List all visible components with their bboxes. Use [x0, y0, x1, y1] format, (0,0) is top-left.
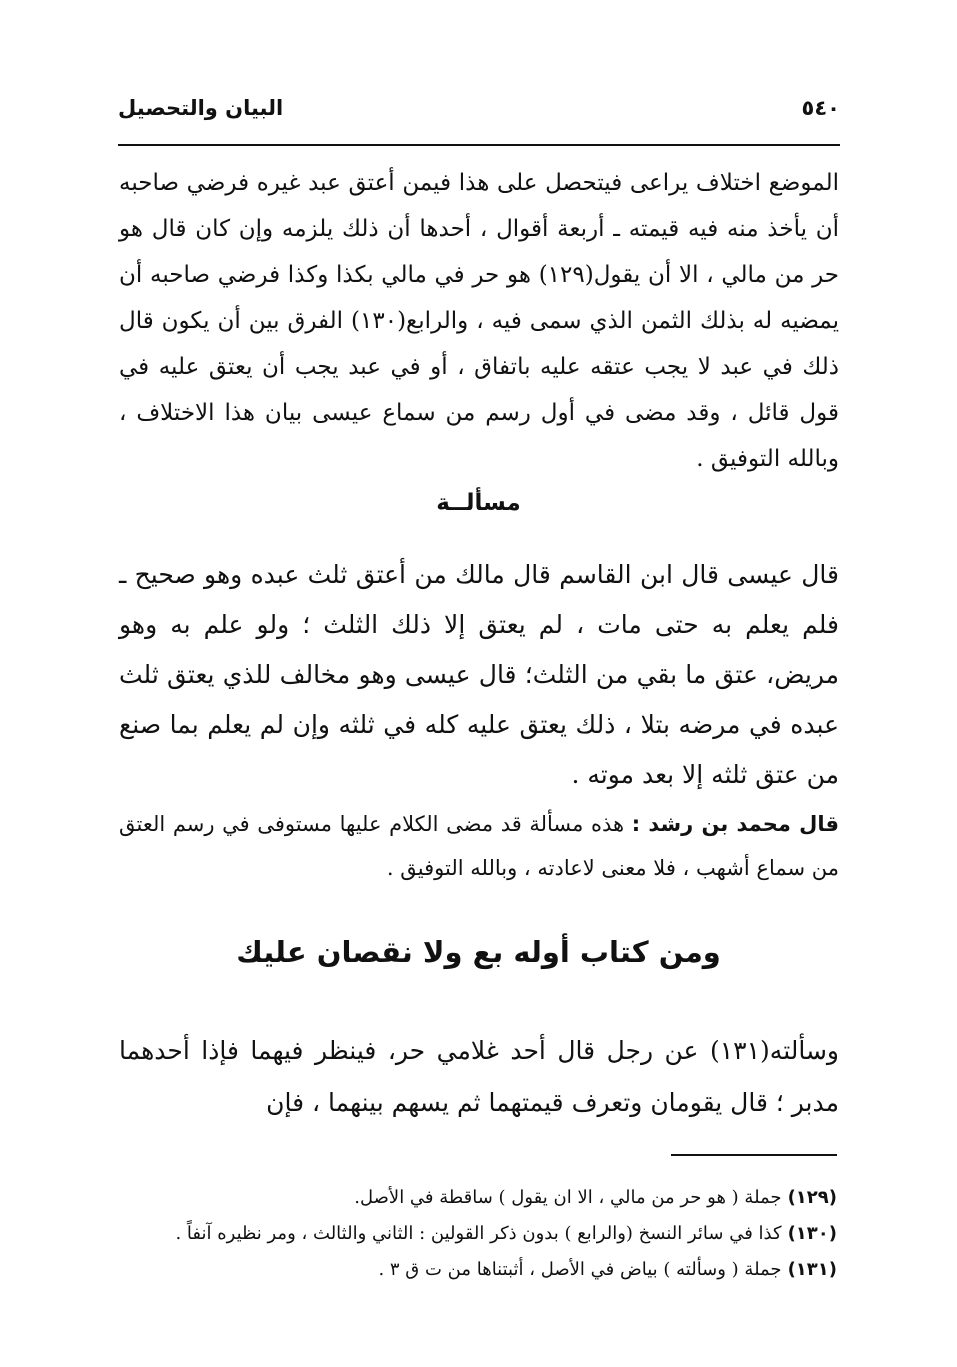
paragraph-3-lead: قال محمد بن رشد :	[631, 812, 840, 836]
footnote-item	[117, 1216, 837, 1252]
running-header	[118, 96, 840, 136]
header-title: البيان والتحصيل	[118, 96, 284, 120]
footnote-text: جملة ( وسألته ) بياض في الأصل ، أثبتناها من ت ق ٣ .	[378, 1259, 782, 1280]
footnote-divider	[671, 1154, 837, 1156]
book-heading: ومن كتاب أوله بع ولا نقصان عليك	[236, 935, 721, 969]
footnote-item	[117, 1252, 837, 1288]
header-divider	[118, 144, 840, 146]
paragraph-3	[119, 802, 839, 890]
section-heading-masala: مسألــة	[436, 490, 521, 516]
paragraph-2: قال عيسى قال ابن القاسم قال مالك من أعتق ثلث عبده وهو صحيح ـ فلم يعلم به حتى مات ، لم يعتق إلا ذلك الثلث ؛ ولو علم به وهو مريض، عتق ما بقي من الثلث؛ قال عيسى وهو مخالف للذي يعتق ثلث عبده في مرضه بتلا ، ذلك يعتق عليه كله في ثلثه وإن لم يعلم بما صنع من عتق ثلثه إلا بعد موته .	[119, 560, 839, 789]
footnote-text: كذا في سائر النسخ (والرابع ) بدون ذكر القولين : الثاني والثالث ، ومر نظيره آنفاً .	[175, 1223, 782, 1244]
footnote-item	[117, 1180, 837, 1216]
footnote-number: (١٣١)	[787, 1259, 837, 1280]
paragraph-3-text: هذه مسألة قد مضى الكلام عليها مستوفى في رسم العتق من سماع أشهب ، فلا معنى لاعادته ، وبالله التوفيق .	[119, 812, 839, 880]
page-number: ٥٤٠	[801, 96, 840, 120]
paragraph-1: الموضع اختلاف يراعى فيتحصل على هذا فيمن أعتق عبد غيره فرضي صاحبه أن يأخذ منه فيه قيمته ـ أربعة أقوال ، أحدها أن ذلك يلزمه وإن كان قال هو حر من مالي ، الا أن يقول(١٢٩) هو حر في مالي بكذا وكذا فرضي صاحبه أن يمضيه له بذلك الثمن الذي سمى فيه ، والرابع(١٣٠) الفرق بين أن يكون قال ذلك في عبد لا يجب عتقه عليه باتفاق ، أو في عبد يجب أن يعتق عليه في قول قائل ، وقد مضى في أول رسم من سماع عيسى بيان هذا الاختلاف ، وبالله التوفيق .	[119, 170, 840, 472]
footnote-number: (١٣٠)	[787, 1223, 837, 1244]
paragraph-4: وسألته(١٣١) عن رجل قال أحد غلامي حر، فينظر فيهما فإذا أحدهما مدبر ؛ قال يقومان وتعرف قيمتهما ثم يسهم بينهما ، فإن	[119, 1036, 839, 1117]
footnote-text: جملة ( هو حر من مالي ، الا ان يقول ) ساقطة في الأصل.	[354, 1187, 782, 1208]
footnote-number: (١٢٩)	[787, 1187, 837, 1208]
footnotes-list	[117, 1180, 837, 1288]
